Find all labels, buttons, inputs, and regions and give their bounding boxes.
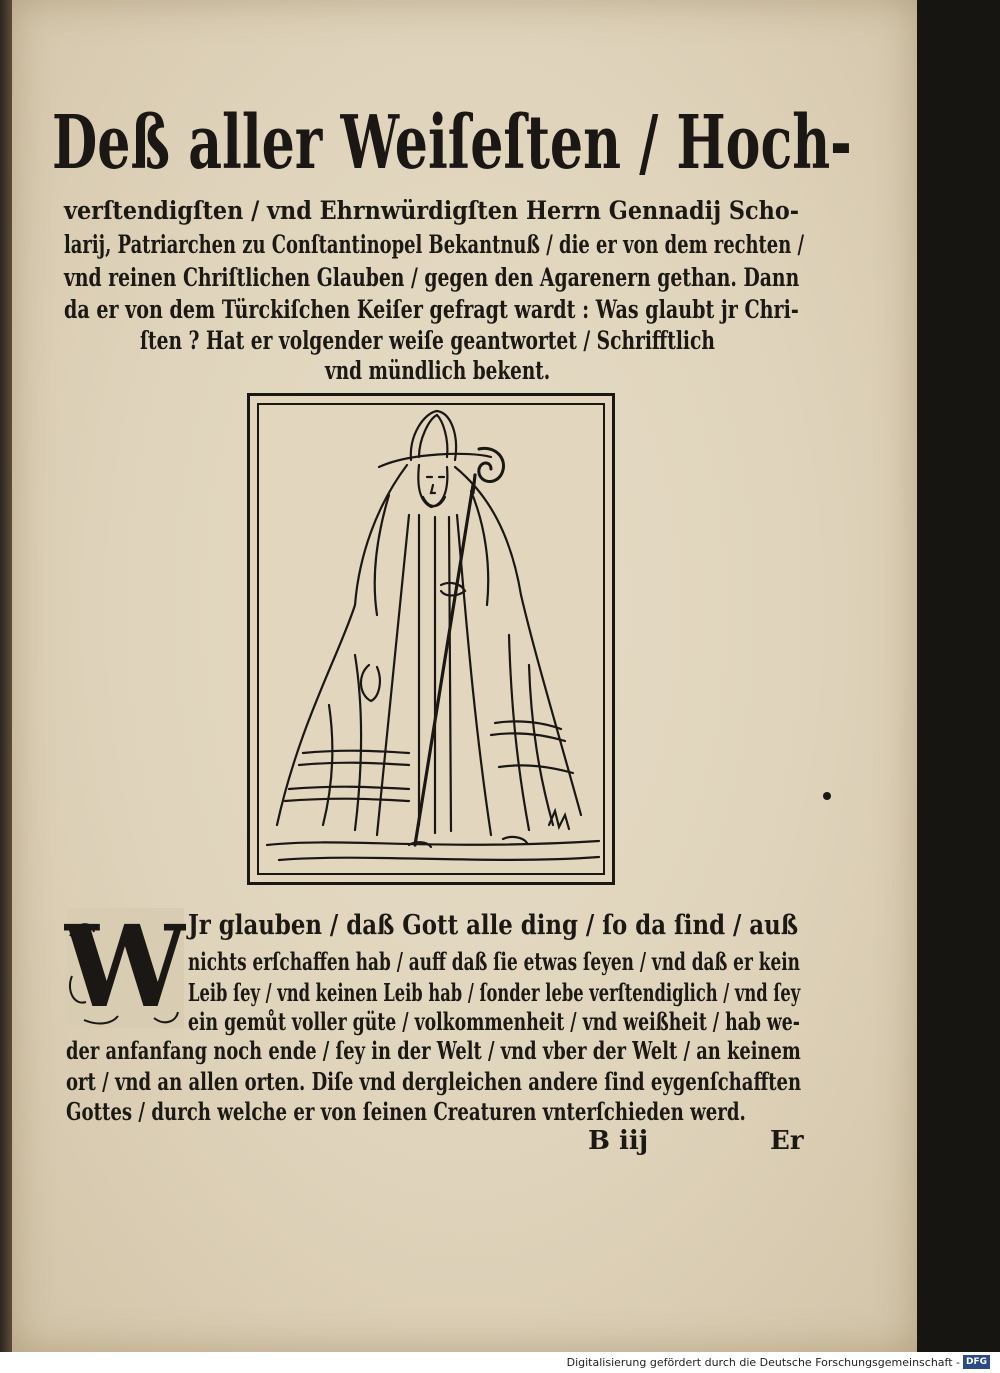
page-title: Deß aller Weiſeſten / Hoch-: [52, 100, 852, 186]
dfg-logo[interactable]: DFG: [963, 1355, 990, 1369]
funding-credit: Digitalisierung gefördert durch die Deutsche Forschungsgemeinschaft -: [566, 1356, 960, 1369]
heading-line-1: verſtendigſten / vnd Ehrnwürdigſten Herrn Gennadij Scho-: [64, 196, 800, 225]
body-line-4: ein gemůt voller güte / volkommenheit / vnd weißheit / hab we-: [188, 1007, 800, 1036]
heading-line-4: da er von dem Türckiſchen Keiſer gefragt wardt : Was glaubt jr Chri-: [64, 295, 799, 324]
catchword: Er: [770, 1126, 804, 1156]
footer-bar: [0, 1352, 1000, 1373]
body-line-2: nichts erſchaffen hab / auff daß ſie etwas ſeyen / vnd daß er kein: [188, 947, 800, 976]
body-line-5: der anfanfang noch ende / ſey in der Welt / vnd vber der Welt / an keinem: [66, 1036, 801, 1065]
initial-w-icon: [64, 906, 186, 1030]
woodcut-illustration: [247, 393, 615, 885]
body-line-6: ort / vnd an allen orten. Diſe vnd dergleichen andere ſind eygenſchafften: [66, 1067, 802, 1096]
scan-background: [917, 0, 1000, 1352]
patriarch-figure-icon: [259, 405, 605, 875]
body-line-1: Jr glauben / daß Gott alle ding / ſo da ſind / auß: [188, 910, 799, 941]
decorated-initial: [64, 906, 186, 1030]
woodcut-inner-border: [257, 403, 605, 875]
heading-line-6: vnd mündlich bekent.: [325, 356, 551, 385]
heading-line-2: larij, Patriarchen zu Conſtantinopel Bekantnuß / die er von dem rechten /: [64, 230, 804, 259]
initial-letter: W: [64, 906, 186, 1030]
ink-spot: [823, 792, 831, 800]
heading-line-5: ſten ? Hat er volgender weiſe geantwortet / Schrifftlich: [140, 326, 715, 355]
body-line-7: Gottes / durch welche er von ſeinen Creaturen vnterſchieden werd.: [66, 1097, 746, 1126]
body-line-3: Leib ſey / vnd keinen Leib hab / ſonder lebe verſtendiglich / vnd ſey: [188, 978, 801, 1007]
signature-mark: B iij: [588, 1126, 649, 1156]
heading-line-3: vnd reinen Chriſtlichen Glauben / gegen den Agarenern gethan. Dann: [64, 263, 800, 292]
